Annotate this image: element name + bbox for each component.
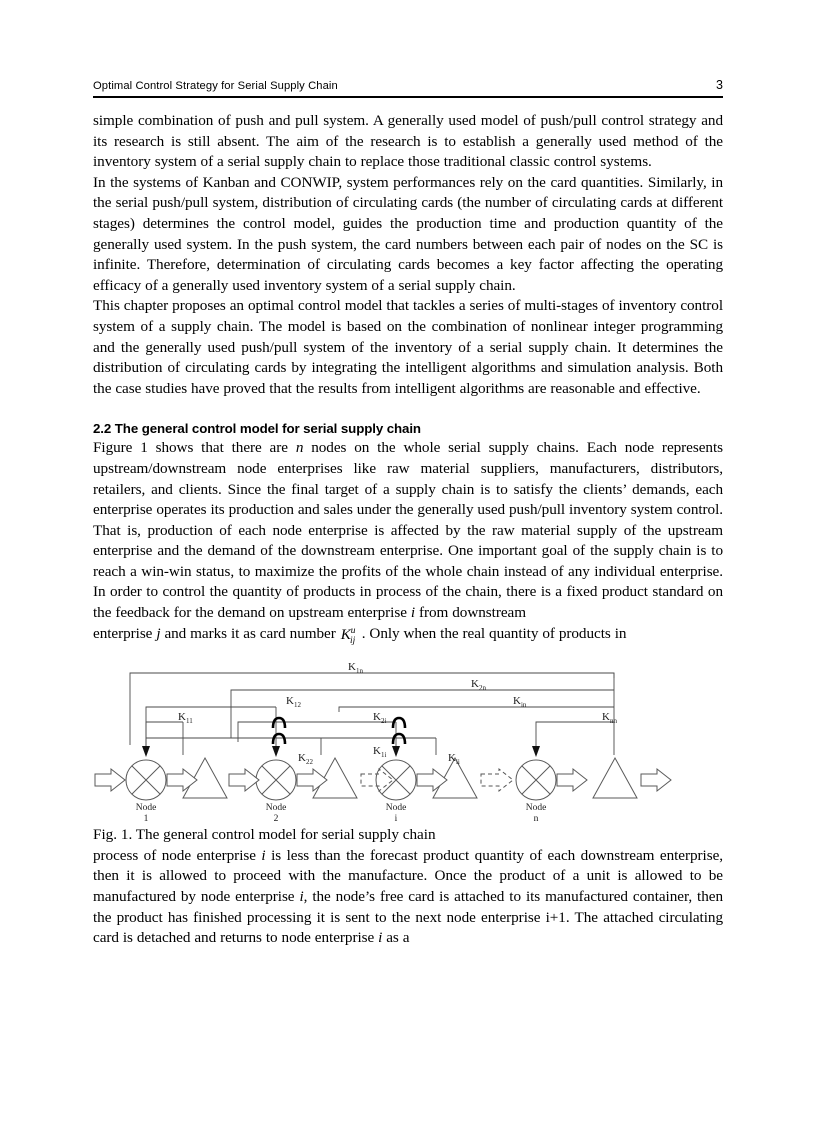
math-text-a: enterprise <box>93 624 157 642</box>
closing-text-d: as a <box>382 929 410 947</box>
closing-text-a: process of node enterprise <box>93 846 262 864</box>
line-K2i <box>238 722 396 742</box>
card-number-formula <box>341 625 361 648</box>
arrowhead-node1 <box>142 746 150 757</box>
flow-arrow-1b <box>229 769 259 791</box>
arrowhead-node2 <box>272 746 280 757</box>
formula-base-K: K <box>340 625 351 643</box>
label-Kii-sub: ii <box>455 758 460 767</box>
node-index-2: 2 <box>273 814 279 825</box>
triangle-n <box>593 758 637 798</box>
node-caption-n: Node <box>525 803 547 814</box>
section-spacer <box>93 399 723 419</box>
formula-subscript-ij: ij <box>349 635 356 646</box>
paragraph-2: In the systems of Kanban and CONWIP, system performances rely on the card quantities. Similarly, in the serial push/pull system, distribution of circulating cards (the number of circulating cards at different stages) determines the control model, guides the production time and production quantity of the generally used system. In the push system, the card numbers between each pair of nodes on the SC is infinite. Therefore, determination of circulating cards becomes a key factor affecting the operating efficacy of a generally used inventory system of a serial supply chain. <box>93 173 723 294</box>
math-text-b: and marks it as card number <box>160 624 340 642</box>
closing-var-i-2: i <box>299 888 304 906</box>
label-K1i-base: $K_{1i}$ <box>373 745 387 760</box>
line-Knn <box>536 722 614 748</box>
jump-arc-3 <box>393 718 405 728</box>
section-heading: 2.2 The general control model for serial supply chain <box>93 421 421 437</box>
label-K22-sub: 22 <box>305 758 313 767</box>
math-var-j: j <box>156 624 161 642</box>
running-head-title: Optimal Control Strategy for Serial Supply Chain <box>93 80 338 92</box>
jump-arc-1 <box>273 718 285 728</box>
label-K11-sub: 11 <box>185 717 193 726</box>
label-Kii-base: $K_{ii}$ <box>448 752 460 767</box>
flow-arrow-na <box>557 769 587 791</box>
label-K22-base: $K_{22}$ <box>298 752 313 767</box>
sec-text-b: nodes on the whole serial supply chains. Each node represents upstream/downstream node enterprises like raw material suppliers, manufacturers, distributors, retailers, and clients. Since the final target of a supply chain is to satisfy the clients’ demands, each enterprise operates its production and sales under the generally used push/pull inventory system control. That is, production of each node enterprise is affected by the raw material supply of the upstream enterprise and the demand of the downstream enterprise. One important goal of the supply chain is to reach a win-win status, to maximize the profits of the whole chain instead of any individual enterprise. In order to control the quantity of products in process of the chain, there is a fixed product standard on the feedback for the demand on upstream enterprise <box>93 439 724 622</box>
flow-arrow-out <box>641 769 671 791</box>
sec-text-a: Figure 1 shows that there are <box>93 439 296 457</box>
jump-arc-2 <box>273 734 285 744</box>
closing-text-c: , the node’s free card is attached to its manufactured container, then the product has finished processing it is sent to the next node enterprise i+1. The attached circulating card is detached and returns to node enterprise <box>93 888 723 947</box>
label-K1n-sub: 1n <box>355 667 363 676</box>
paragraph-3: This chapter proposes an optimal control model that tackles a series of multi-stages of inventory control system of a supply chain. The model is based on the combination of nonlinear integer programming and the generally used push/pull system of the inventory of a serial supply chain. It determines the distribution of circulating cards by integrating the intelligent algorithms and simulation analysis. Both the case studies have proved that the results from intelligent algorithms are reasonable and effective. <box>93 297 723 397</box>
label-K1n-base: $K_{1n}$ <box>348 661 363 676</box>
line-K12 <box>146 707 276 748</box>
sec-var-n: n <box>295 439 304 457</box>
node-index-i: i <box>394 814 398 825</box>
label-Knn-base: $K_{nn}$ <box>602 711 617 726</box>
node-index-n: n <box>533 814 539 825</box>
page-content <box>93 78 723 949</box>
closing-text-b: is less than the forecast product quantity of each downstream enterprise, then it is allowed to proceed with the manufacture. Once the product of a unit is allowed to be manufactured by node enterprise <box>93 846 724 906</box>
node-caption-1: Node <box>135 803 157 814</box>
figure-1-diagram <box>93 660 723 825</box>
line-K1i <box>146 738 396 748</box>
math-paragraph <box>93 624 723 647</box>
label-K2i-base: $K_{2i}$ <box>373 711 387 726</box>
flow-arrow-in <box>95 769 125 791</box>
figure-caption: Fig. 1. The general control model for serial supply chain <box>93 826 436 844</box>
section-paragraph <box>93 438 723 623</box>
arrowhead-nodei <box>392 746 400 757</box>
label-K1i-sub: 1i <box>380 751 387 760</box>
serial-supply-chain-svg <box>93 660 723 815</box>
line-K1n <box>130 673 614 745</box>
arrowhead-noden <box>532 746 540 757</box>
label-Knn-sub: nn <box>609 717 617 726</box>
page-number: 3 <box>715 78 723 92</box>
closing-paragraph <box>93 846 723 949</box>
jump-arc-4 <box>393 734 405 744</box>
label-K12-base: $K_{12}$ <box>286 695 301 710</box>
node-index-row <box>93 812 723 826</box>
paragraph-1: simple combination of push and pull system. A generally used model of push/pull control strategy and its research is still absent. The aim of the research is to establish a generally used method of the inventory system of a serial supply chain to replace those traditional classic control systems. <box>93 112 723 171</box>
label-Kin-sub: in <box>520 701 527 710</box>
sec-text-c: from downstream <box>415 604 526 622</box>
feedback-card-lines <box>130 673 614 755</box>
sec-var-i: i <box>410 604 416 622</box>
line-K11 <box>146 722 183 748</box>
dashed-arrow-2 <box>481 769 513 791</box>
label-K2i-sub: 2i <box>380 717 387 726</box>
running-head <box>93 78 723 98</box>
label-K12-sub: 12 <box>293 701 301 710</box>
node-caption-2: Node <box>265 803 287 814</box>
node-index-1: 1 <box>143 814 149 825</box>
formula-superscript-u: u <box>350 625 356 636</box>
closing-var-i-1: i <box>261 846 266 864</box>
label-K2n-base: $K_{2n}$ <box>471 678 486 693</box>
math-text-c: . Only when the real quantity of products in <box>361 624 627 642</box>
label-K11-base: $K_{11}$ <box>178 711 193 726</box>
label-Kin-base: $K_{in}$ <box>513 695 527 710</box>
node-caption-i: Node <box>385 803 407 814</box>
label-K2n-sub: 2n <box>478 684 486 693</box>
closing-var-i-3: i <box>378 929 383 947</box>
